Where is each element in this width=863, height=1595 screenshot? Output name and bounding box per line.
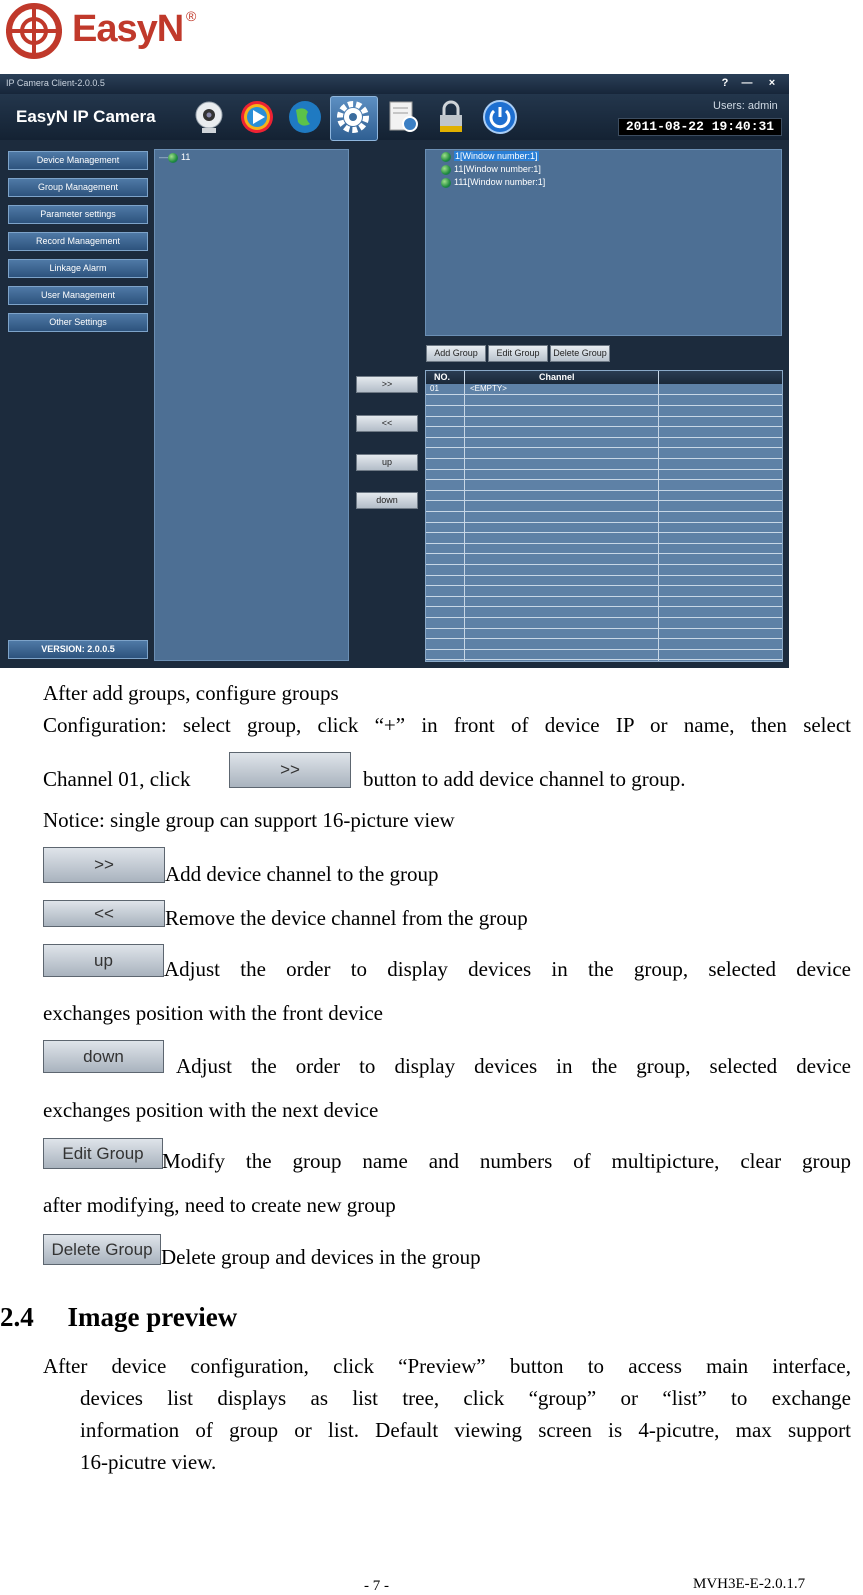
paragraph-line: After device configuration, click “Preview” button to access main interface, [43, 1354, 851, 1378]
table-row[interactable] [426, 512, 782, 523]
group-item-label: 111[Window number:1] [454, 177, 546, 187]
paragraph-line: information of group or list. Default viewing screen is 4-picutre, max support [80, 1418, 851, 1442]
table-row[interactable] [426, 596, 782, 607]
down-description: Adjust the order to display devices in the group, selected device [176, 1054, 851, 1078]
table-row[interactable] [426, 649, 782, 660]
remove-description: Remove the device channel from the group [165, 906, 528, 930]
add-description: Add device channel to the group [165, 862, 439, 886]
document-search-icon[interactable] [384, 98, 422, 136]
row-channel: <EMPTY> [470, 384, 507, 393]
move-up-button[interactable]: up [356, 454, 418, 471]
grid-header [426, 371, 782, 384]
gear-icon[interactable] [334, 98, 372, 136]
group-globe-icon [441, 165, 451, 175]
window-title: IP Camera Client-2.0.0.5 [6, 78, 105, 88]
channel-grid [425, 370, 783, 662]
group-globe-icon [441, 152, 451, 162]
nav-parameter-settings[interactable]: Parameter settings [8, 205, 148, 224]
app-brand: EasyN IP Camera [16, 107, 156, 126]
table-row[interactable] [426, 533, 782, 544]
paragraph-line: devices list displays as list tree, click “group” or “list” to exchange [80, 1386, 851, 1410]
nav-user-management[interactable]: User Management [8, 286, 148, 305]
paragraph-line: 16-picutre view. [80, 1450, 217, 1474]
logo-crosshair-icon [4, 2, 66, 60]
nav-record-management[interactable]: Record Management [8, 232, 148, 251]
table-row[interactable] [426, 543, 782, 554]
legend-down-button: down [43, 1040, 164, 1073]
add-channel-button[interactable]: >> [356, 376, 418, 393]
up-description: Adjust the order to display devices in the group, selected device [164, 957, 851, 981]
group-list-panel [425, 149, 782, 336]
tree-item-label: 11 [181, 152, 191, 162]
table-row[interactable] [426, 480, 782, 491]
easyn-logo [4, 2, 204, 62]
table-row[interactable] [426, 459, 782, 470]
table-row[interactable] [426, 660, 782, 662]
device-globe-icon [168, 153, 178, 163]
doc-line: Notice: single group can support 16-picture view [43, 808, 455, 832]
table-row[interactable] [426, 437, 782, 448]
globe-icon[interactable] [286, 98, 324, 136]
group-globe-icon [441, 178, 451, 188]
group-item[interactable] [441, 177, 545, 188]
table-row[interactable] [426, 607, 782, 618]
remove-channel-button[interactable]: << [356, 415, 418, 432]
app-header [0, 94, 789, 140]
title-bar [0, 74, 789, 95]
clock-display: 2011-08-22 19:40:31 [618, 118, 782, 136]
help-button[interactable]: ? [721, 77, 729, 89]
nav-device-management[interactable]: Device Management [8, 151, 148, 170]
doc-line: After add groups, configure groups [43, 681, 339, 705]
doc-line: button to add device channel to group. [363, 767, 686, 791]
nav-group-management[interactable]: Group Management [8, 178, 148, 197]
table-row[interactable] [426, 384, 782, 395]
table-row[interactable] [426, 575, 782, 586]
move-down-button[interactable]: down [356, 492, 418, 509]
legend-add-button: >> [43, 847, 165, 883]
group-item[interactable] [441, 164, 541, 175]
close-button[interactable]: × [768, 77, 776, 89]
table-row[interactable] [426, 554, 782, 565]
table-row[interactable] [426, 490, 782, 501]
logo-registered: ® [186, 8, 197, 24]
group-item-label: 11[Window number:1] [454, 164, 541, 174]
edit-description: after modifying, need to create new group [43, 1193, 396, 1217]
table-row[interactable] [426, 618, 782, 629]
current-user: Users: admin [713, 100, 778, 112]
nav-linkage-alarm[interactable]: Linkage Alarm [8, 259, 148, 278]
legend-remove-button: << [43, 900, 165, 927]
legend-up-button: up [43, 944, 164, 977]
table-row[interactable] [426, 639, 782, 650]
edit-description: Modify the group name and numbers of multipicture, clear group [162, 1149, 851, 1173]
table-row[interactable] [426, 448, 782, 459]
table-row[interactable] [426, 395, 782, 406]
delete-description: Delete group and devices in the group [161, 1245, 481, 1269]
table-row[interactable] [426, 427, 782, 438]
document-id: MVH3E-E-2.0.1.7 [693, 1576, 806, 1592]
header-no: NO. [434, 372, 451, 382]
table-row[interactable] [426, 469, 782, 480]
table-row[interactable] [426, 586, 782, 597]
app-window [0, 74, 789, 668]
doc-line: Configuration: select group, click “+” in front of device IP or name, then select [43, 713, 851, 737]
power-icon[interactable] [481, 98, 519, 136]
inline-add-button: >> [229, 752, 351, 788]
legend-edit-group-button: Edit Group [43, 1138, 163, 1169]
group-item[interactable] [441, 151, 539, 162]
up-description: exchanges position with the front device [43, 1001, 383, 1025]
table-row[interactable] [426, 628, 782, 639]
table-row[interactable] [426, 501, 782, 512]
play-icon[interactable] [238, 98, 276, 136]
table-row[interactable] [426, 406, 782, 417]
header-channel: Channel [539, 372, 575, 382]
logo-text: EasyN [72, 8, 184, 50]
table-row[interactable] [426, 416, 782, 427]
doc-line: Channel 01, click [43, 767, 191, 791]
tree-item-device[interactable]: — 11 [159, 152, 191, 162]
page-number: - 7 - [364, 1578, 389, 1594]
legend-delete-group-button: Delete Group [43, 1234, 161, 1265]
grid-divider [658, 371, 659, 661]
delete-group-button[interactable]: Delete Group [550, 345, 610, 362]
grid-divider [464, 371, 465, 661]
table-row[interactable] [426, 565, 782, 576]
version-label: VERSION: 2.0.0.5 [8, 640, 148, 659]
lock-icon[interactable] [432, 98, 470, 136]
camera-icon[interactable] [190, 98, 228, 136]
device-tree-panel [154, 149, 349, 661]
row-no: 01 [430, 384, 439, 393]
group-item-label: 1[Window number:1] [455, 151, 538, 161]
section-heading: 2.4 Image preview [0, 1302, 238, 1332]
down-description: exchanges position with the next device [43, 1098, 379, 1122]
table-row[interactable] [426, 522, 782, 533]
add-group-button[interactable]: Add Group [426, 345, 486, 362]
nav-other-settings[interactable]: Other Settings [8, 313, 148, 332]
minimize-button[interactable]: — [741, 77, 753, 89]
edit-group-button[interactable]: Edit Group [488, 345, 548, 362]
